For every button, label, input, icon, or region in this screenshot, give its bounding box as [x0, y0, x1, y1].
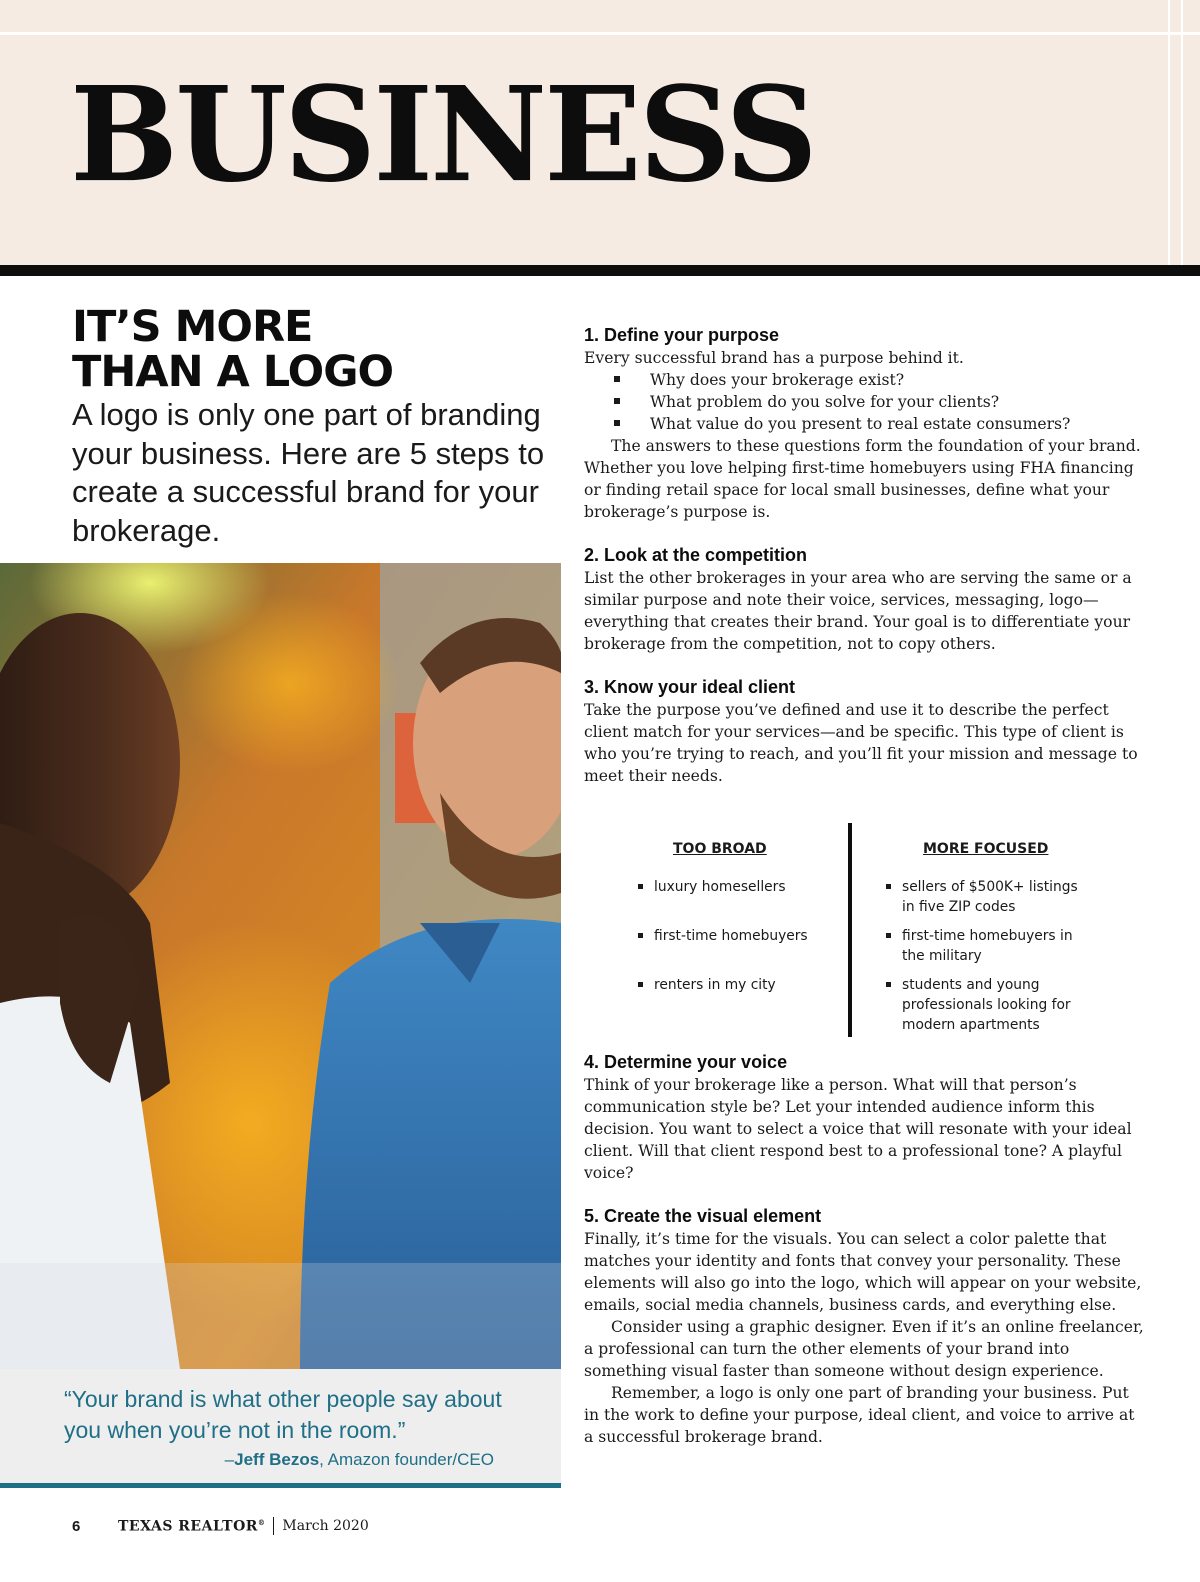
article-photo	[0, 563, 561, 1369]
article-body	[584, 324, 1144, 787]
list-item: What value do you present to real estate consumers?	[584, 413, 1144, 435]
step-2-title: 2. Look at the competition	[584, 545, 808, 565]
step-4-title: 4. Determine your voice	[584, 1052, 788, 1072]
comparison-table	[584, 823, 1144, 1039]
list-item: students and young professionals looking for modern apartments	[884, 975, 1079, 1035]
step-5-body-3: Remember, a logo is only one part of branding your business. Put in the work to define your purpose, ideal client, and voice to arrive at a successful brokerage brand.	[584, 1384, 1135, 1446]
step-2-body: List the other brokerages in your area who are serving the same or a similar purpose and note their voice, services, messaging, logo—everything that creates their brand. Your goal is to differentiate your brokerage from the competition, not to copy others.	[584, 569, 1132, 653]
quote-author: Jeff Bezos	[234, 1450, 320, 1469]
quote-attribution: –Jeff Bezos, Amazon founder/CEO	[224, 1450, 494, 1469]
header-rule	[0, 265, 1200, 276]
band-divider	[1168, 0, 1170, 270]
article-body-continued	[584, 1051, 1144, 1448]
list-item: Why does your brokerage exist?	[584, 369, 1144, 391]
list-item: What problem do you solve for your clients?	[584, 391, 1144, 413]
list-item: first-time homebuyers in the military	[884, 926, 1074, 975]
more-focused-column	[884, 839, 1094, 1035]
page-number: 6	[72, 1517, 81, 1535]
too-broad-column	[636, 839, 836, 995]
page-footer	[72, 1516, 369, 1536]
step-1-intro: Every successful brand has a purpose behind it.	[584, 349, 964, 367]
headline-line-2: THAN A LOGO	[72, 347, 394, 397]
step-5-body-2: Consider using a graphic designer. Even if it’s an online freelancer, a professional can turn the other elements of your brand into something visual faster than someone without design experience.	[584, 1318, 1144, 1380]
magazine-name: TEXAS REALTOR®	[118, 1517, 266, 1535]
issue-date: March 2020	[282, 1518, 369, 1534]
step-1-body: The answers to these questions form the foundation of your brand. Whether you love helping first-time homebuyers using FHA financing or finding retail space for local small businesses, define what your brokerage’s purpose is.	[584, 437, 1141, 521]
quote-accent-bar	[0, 1483, 561, 1488]
article-dek: A logo is only one part of branding your business. Here are 5 steps to create a successful brand for your brokerage.	[72, 397, 545, 548]
too-broad-header: TOO BROAD	[673, 841, 767, 857]
step-1-title: 1. Define your purpose	[584, 325, 780, 345]
band-divider	[1181, 0, 1183, 270]
list-item: sellers of $500K+ listings in five ZIP codes	[884, 877, 1094, 926]
band-divider	[0, 32, 1200, 35]
quote-role: , Amazon founder/CEO	[319, 1450, 494, 1469]
step-5-body: Finally, it’s time for the visuals. You can select a color palette that matches your identity and fonts that convey your personality. These elements will also go into the logo, which will appear on your website, emails, social media channels, business cards, and everything else.	[584, 1230, 1142, 1314]
article-headline	[72, 302, 532, 397]
comparison-divider	[848, 823, 852, 1037]
headline-line-1: IT’S MORE	[72, 302, 313, 352]
section-title: BUSINESS	[70, 58, 815, 212]
list-item: renters in my city	[636, 975, 836, 995]
step-4-body: Think of your brokerage like a person. What will that person’s communication style be? Let your intended audience inform this decision. You want to select a voice that will resonate with your ideal client. Will that client respond best to a professional tone? A playful voice?	[584, 1076, 1132, 1182]
pull-quote: “Your brand is what other people say about you when you’re not in the room.”	[64, 1386, 502, 1443]
list-item: first-time homebuyers	[636, 926, 836, 975]
step-5-title: 5. Create the visual element	[584, 1206, 822, 1226]
step-3-title: 3. Know your ideal client	[584, 677, 796, 697]
step-1-bullets	[584, 369, 1144, 435]
list-item: luxury homesellers	[636, 877, 836, 926]
step-3-body: Take the purpose you’ve defined and use it to describe the perfect client match for your services—and be specific. This type of client is who you’re trying to reach, and you’ll fit your mission and message to meet their needs.	[584, 701, 1138, 785]
footer-divider	[273, 1517, 274, 1535]
more-focused-header: MORE FOCUSED	[923, 841, 1049, 857]
